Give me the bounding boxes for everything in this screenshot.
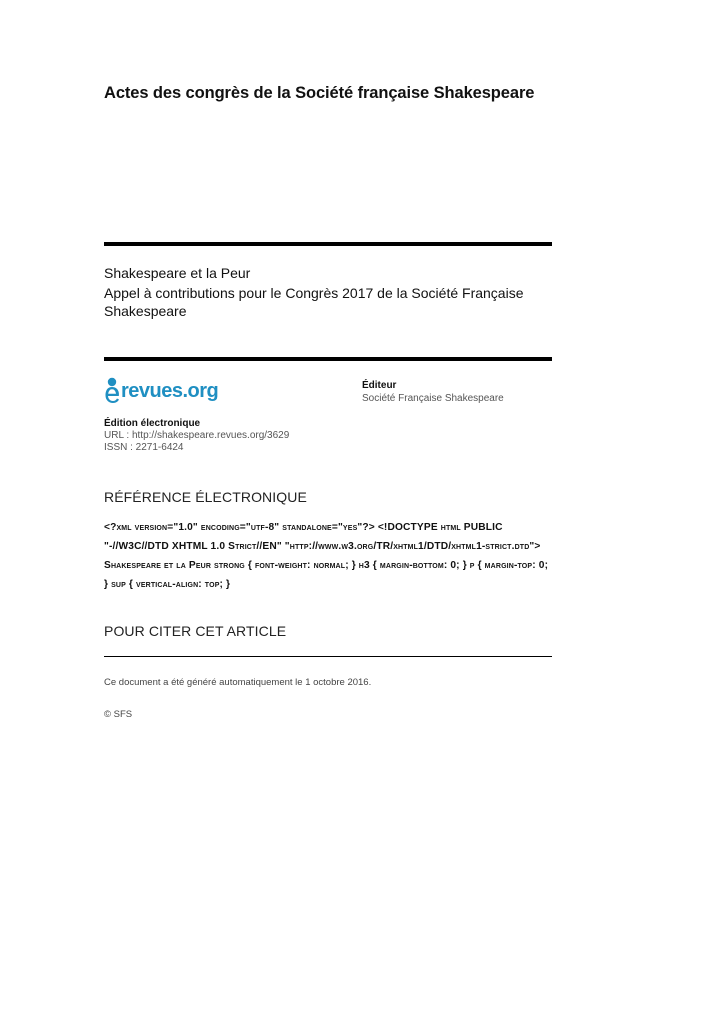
- article-title: Shakespeare et la Peur: [104, 265, 251, 281]
- bottom-divider: [104, 357, 552, 361]
- citation-heading: POUR CITER CET ARTICLE: [104, 623, 287, 639]
- edition-issn: ISSN : 2271-6424: [104, 442, 184, 453]
- top-divider: [104, 242, 552, 246]
- generated-note: Ce document a été généré automatiquement le 1 octobre 2016.: [104, 677, 372, 688]
- reference-text: <?xml version="1.0" encoding="utf-8" standalone="yes"?> <!DOCTYPE html PUBLIC "-//W3C//DTD XHTML 1.0 Strict//EN" "http://www.w3.org/TR/xhtml1/DTD/xhtml1-strict.dtd"> Shakespeare et la Peur strong { font-weight: normal; } h3 { margin-bottom: 0; } p { margin-top: 0; } sup { vertical-align: top; }: [104, 522, 549, 590]
- publisher-block: [362, 379, 504, 405]
- edition-block: [104, 418, 289, 454]
- publisher-name: Société Française Shakespeare: [362, 393, 504, 404]
- edition-url[interactable]: URL : http://shakespeare.revues.org/3629: [104, 430, 290, 441]
- citation-divider: [104, 656, 552, 657]
- reference-heading: RÉFÉRENCE ÉLECTRONIQUE: [104, 489, 307, 505]
- copyright-note: © SFS: [104, 709, 133, 720]
- logo-text: revues.org: [121, 379, 219, 402]
- article-subtitle: Appel à contributions pour le Congrès 2017 de la Société Française Shakespeare: [104, 285, 524, 319]
- article-header: [104, 265, 552, 320]
- edition-label: Édition électronique: [104, 418, 201, 429]
- revues-org-logo[interactable]: [104, 376, 218, 406]
- openedition-person-icon: [104, 377, 120, 405]
- journal-title: Actes des congrès de la Société française Shakespeare: [104, 84, 535, 102]
- publisher-label: Éditeur: [362, 380, 397, 391]
